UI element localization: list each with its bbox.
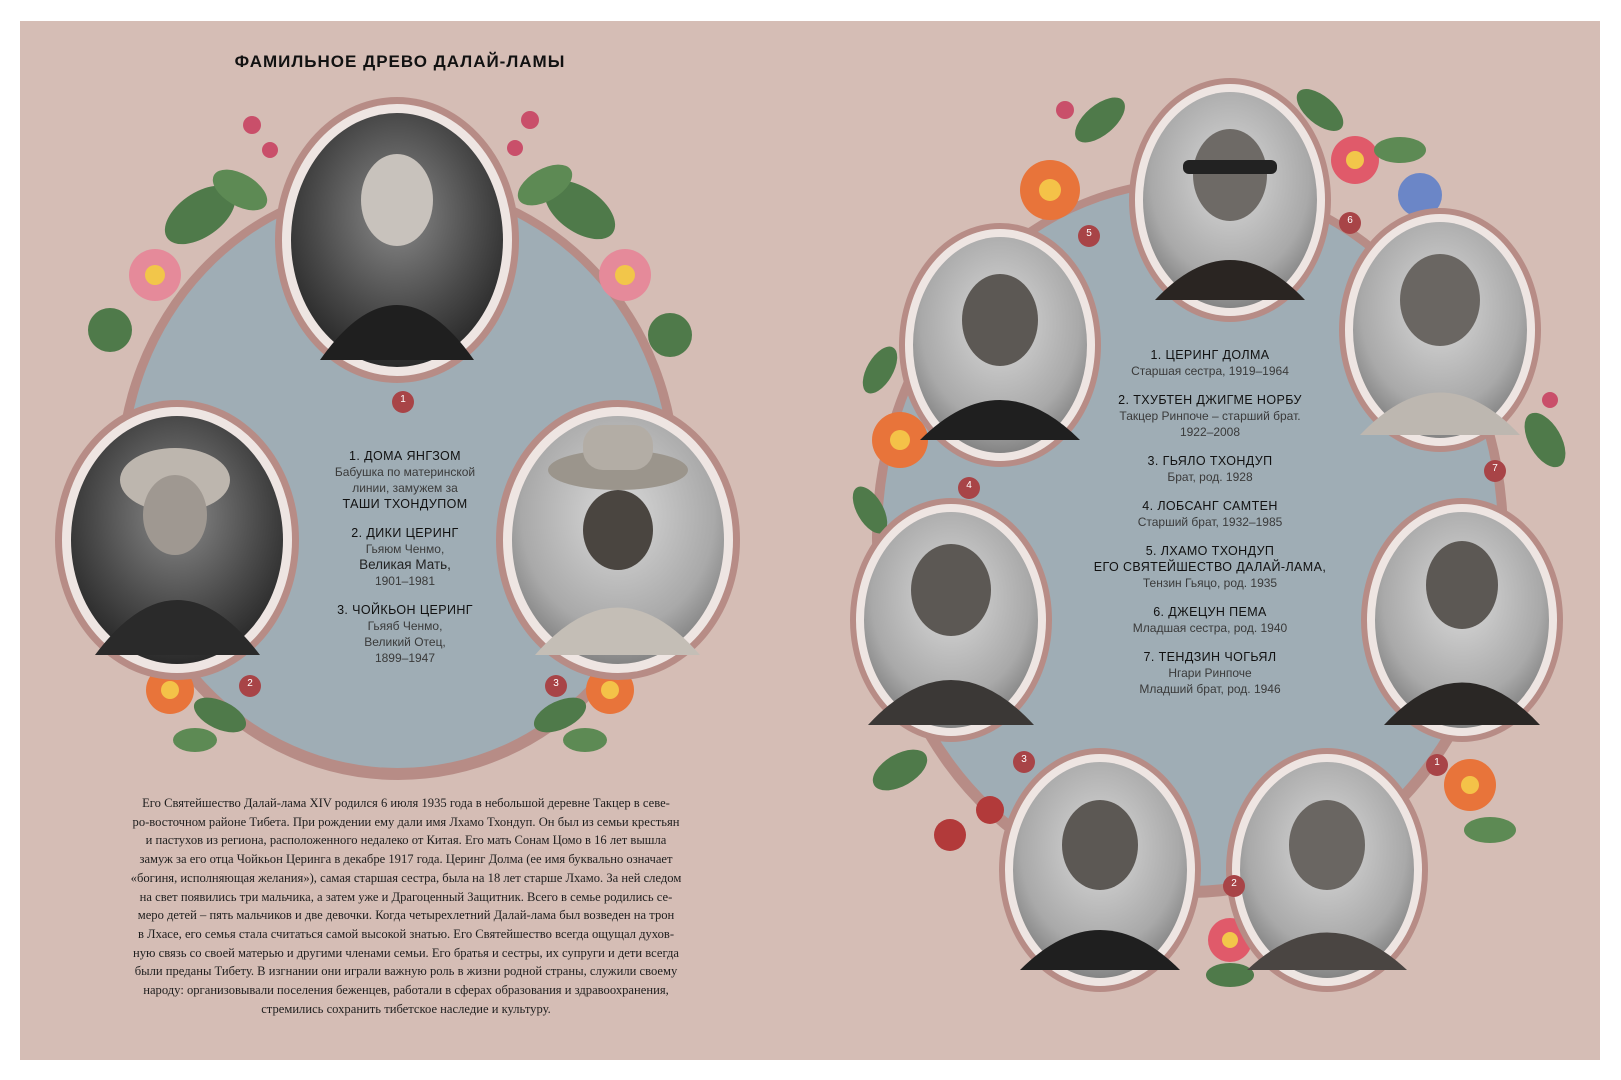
portrait-gyalo-thondup [850,498,1052,742]
badge-number: 5 [1086,228,1092,239]
legend-desc: Гьяюм Ченмо, [365,542,445,556]
portrait-dalai-lama [1129,78,1331,322]
portrait-choekyong-tsering [496,400,740,680]
portrait-dome-yangzom [275,97,519,383]
portrait-diki-tsering [55,400,299,680]
badge-number: 2 [247,678,253,689]
text-line: и пастухов из региона, расположенного недалеко от Китая. Его мать Сонам Цомо в 16 лет вышла [145,833,667,848]
text-line: на свет появились три мальчика, а затем уже и Драгоценный Защитник. Всего в семье родились се- [139,889,673,904]
legend-name: 3. ГЬЯЛО ТХОНДУП [1147,454,1273,468]
legend-entry [310,525,500,589]
text-line: в Лхасе, его семья стала считаться самой высокой знатью. Его Святейшество всегда ощущал духов- [137,926,675,941]
right-legend [1080,347,1340,710]
legend-name: 7. ТЕНДЗИН ЧОГЬЯЛ [1143,650,1277,664]
badge-number: 1 [400,394,406,405]
body-paragraph [82,794,730,1018]
legend-entry [1080,498,1340,530]
legend-entry [1080,543,1340,591]
legend-desc: Младшая сестра, род. 1940 [1132,621,1288,635]
text-line: «богиня, исполняющая желания»), самая старшая сестра, была на 18 лет старше Лхамо. За ней следом [130,870,682,885]
badge-number: 3 [553,678,559,689]
legend-entry [1080,649,1340,697]
badge-number: 4 [966,480,972,491]
legend-entry [1080,453,1340,485]
badge-number: 2 [1231,878,1237,889]
legend-name: 3. ЧОЙКЬОН ЦЕРИНГ [337,603,473,617]
legend-name: 6. ДЖЕЦУН ПЕМА [1153,605,1267,619]
page-title: ФАМИЛЬНОЕ ДРЕВО ДАЛАЙ-ЛАМЫ [234,52,566,71]
legend-desc: Такцер Ринпоче – старший брат. [1119,409,1301,423]
legend-desc: Бабушка по материнской [334,465,476,479]
legend-desc: Нгари Ринпоче [1168,666,1252,680]
text-line: Его Святейшество Далай-лама XIV родился 6 июля 1935 года в небольшой деревне Такцер в севе- [142,796,670,810]
legend-desc: линии, замужем за [352,481,458,495]
legend-name: 2. ДИКИ ЦЕРИНГ [351,526,459,540]
text-line: ро-восточном районе Тибета. При рождении ему дали имя Лхамо Тхондуп. Он был из семьи крестьян [132,814,680,829]
legend-name: 2. ТХУБТЕН ДЖИГМЕ НОРБУ [1118,393,1302,407]
legend-desc: Старший брат, 1932–1985 [1137,515,1283,529]
legend-desc: Брат, род. 1928 [1167,470,1253,484]
badge-number: 7 [1492,463,1498,474]
text-line: были преданы Тибету. В изгнании они играли важную роль в жизни родной страны, служили своему [134,964,678,979]
text-line: народу: организовывали поселения беженцев, работали в сферах образования и здравоохранения, [143,983,669,998]
legend-name: 4. ЛОБСАНГ САМТЕН [1142,499,1278,513]
portrait-lobsang-samten [899,223,1101,467]
legend-name: 5. ЛХАМО ТХОНДУП [1145,544,1275,558]
text-line: стремились сохранить тибетское наследие и культуру. [261,1001,551,1016]
portrait-jetsun-pema [1339,208,1541,452]
legend-name: ЕГО СВЯТЕЙШЕСТВО ДАЛАЙ-ЛАМА, [1093,560,1327,574]
legend-desc: Великая Мать, [359,557,451,572]
legend-entry [310,448,500,512]
legend-name: ТАШИ ТХОНДУПОМ [342,497,468,511]
legend-desc: Старшая сестра, 1919–1964 [1131,364,1289,378]
portrait-tsering-dolma [1226,748,1428,992]
portrait-thubten-norbu [999,748,1201,992]
text-line: ную связь со своей матерью и другими членами семьи. Его братья и сестры, их супруги и дети всегда [133,945,679,960]
legend-desc: Великий Отец, [364,635,446,649]
legend-desc: Тензин Гьяцо, род. 1935 [1142,576,1278,590]
badge-number: 3 [1021,754,1027,765]
legend-entry [1080,604,1340,636]
left-legend [310,448,500,679]
text-line: меро детей – пять мальчиков и две девочки. Когда четырехлетний Далай-лама был возведен на трон [137,908,675,923]
legend-desc: Младший брат, род. 1946 [1139,682,1281,696]
badge-number: 6 [1347,215,1353,226]
text-line: замуж за его отца Чойкьон Церинга в декабре 1917 года. Церинг Долма (ее имя буквально означает [139,852,673,867]
legend-entry [310,602,500,666]
legend-desc: 1899–1947 [374,651,436,665]
legend-desc: Гьяяб Ченмо, [367,619,443,633]
legend-entry [1080,347,1340,379]
legend-name: 1. ДОМА ЯНГЗОМ [348,449,461,463]
portrait-tendzin-choegyal [1361,498,1563,742]
badge-number: 1 [1434,757,1440,768]
legend-desc: 1922–2008 [1179,425,1241,439]
legend-desc: 1901–1981 [374,574,436,588]
legend-name: 1. ЦЕРИНГ ДОЛМА [1150,348,1270,362]
legend-entry [1080,392,1340,440]
